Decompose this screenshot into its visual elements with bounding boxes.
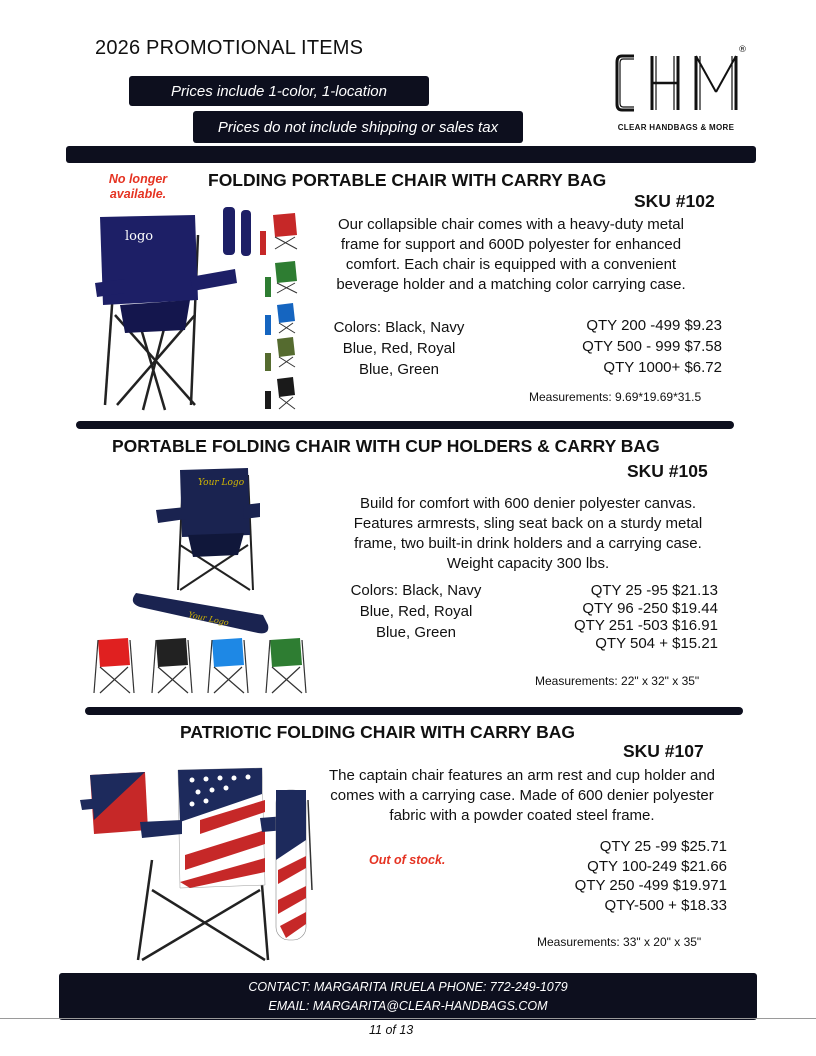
section-divider-top	[66, 146, 756, 163]
logo-placeholder-text: logo	[125, 229, 154, 244]
product-colors-102: Colors: Black, Navy Blue, Red, Royal Blue, Green	[333, 319, 465, 378]
contact-footer	[59, 973, 757, 1020]
bag-logo-text: Your Logo	[187, 610, 230, 628]
price-tier: QTY 1000+ $6.72	[603, 359, 722, 376]
registered-mark: ®	[738, 45, 747, 55]
product-measurements-102: Measurements: 9.69*19.69*31.5	[529, 390, 702, 404]
price-tier: QTY 96 -250 $19.44	[582, 599, 718, 617]
chm-logo-graphic	[612, 40, 762, 136]
color-variant-thumbnails	[223, 207, 297, 409]
color-variant-thumbnails	[94, 638, 306, 693]
product-colors-105: Colors: Black, Navy Blue, Red, Royal Blue, Green	[350, 582, 482, 641]
product-measurements-105: Measurements: 22" x 32" x 35"	[535, 674, 700, 688]
price-tier: QTY-500 + $18.33	[604, 896, 727, 914]
price-list-107	[527, 837, 727, 915]
product-image-107	[80, 760, 315, 965]
status-no-longer-available: No longer available.	[108, 172, 168, 201]
product-sku-105: SKU #105	[627, 461, 708, 481]
price-tier: QTY 25 -99 $25.71	[599, 838, 727, 855]
product-image-102	[95, 205, 305, 415]
product-image-105	[88, 465, 313, 700]
logo-tagline: CLEAR HANDBAGS & MORE	[617, 123, 735, 132]
section-divider	[76, 421, 734, 429]
price-tier: QTY 251 -503 $16.91	[574, 617, 718, 634]
price-tier: QTY 200 -499 $9.23	[586, 317, 722, 334]
price-tier: QTY 500 - 999 $7.58	[582, 338, 722, 355]
status-out-of-stock: Out of stock.	[369, 853, 446, 867]
price-tier: QTY 100-249 $21.66	[587, 857, 727, 875]
pricing-note-color-location: Prices include 1-color, 1-location	[129, 76, 429, 106]
price-tier: QTY 25 -95 $21.13	[590, 582, 718, 599]
product-description-102: Our collapsible chair comes with a heavy-duty metal frame for support and 600D polyester for enhanced comfort. Each chair is equipped with a convenient beverage holder and a matching color carrying case.	[336, 216, 686, 293]
price-list-102	[522, 315, 722, 378]
company-logo	[612, 40, 762, 136]
price-tier: QTY 504 + $15.21	[595, 634, 718, 652]
product-description-105: Build for comfort with 600 denier polyester canvas. Features armrests, sling seat back on a sturdy metal frame, two built-in drink holders and a carrying case. Weight capacity 300 lbs.	[353, 495, 703, 572]
page-rule	[0, 1018, 816, 1019]
product-title-102: FOLDING PORTABLE CHAIR WITH CARRY BAG	[208, 170, 607, 190]
product-sku-102: SKU #102	[634, 191, 715, 211]
page-title: 2026 PROMOTIONAL ITEMS	[95, 37, 364, 59]
product-measurements-107: Measurements: 33" x 20" x 35"	[537, 935, 702, 949]
product-title-105: PORTABLE FOLDING CHAIR WITH CUP HOLDERS & CARRY BAG	[112, 436, 660, 456]
price-list-105	[518, 582, 718, 652]
price-tier: QTY 250 -499 $19.971	[574, 877, 727, 894]
product-title-107: PATRIOTIC FOLDING CHAIR WITH CARRY BAG	[180, 722, 576, 742]
pricing-note-shipping-tax: Prices do not include shipping or sales tax	[193, 111, 523, 143]
product-sku-107: SKU #107	[623, 741, 704, 761]
contact-email: EMAIL: MARGARITA@CLEAR-HANDBAGS.COM	[268, 998, 548, 1013]
page-number: 11 of 13	[369, 1023, 414, 1037]
section-divider	[85, 707, 743, 715]
contact-phone: CONTACT: MARGARITA IRUELA PHONE: 772-249-1079	[248, 979, 568, 994]
your-logo-text: Your Logo	[198, 478, 245, 488]
product-description-107: The captain chair features an arm rest and cup holder and comes with a carrying case. Made of 600 denier polyester fabric with a powder coated steel frame.	[328, 767, 716, 824]
